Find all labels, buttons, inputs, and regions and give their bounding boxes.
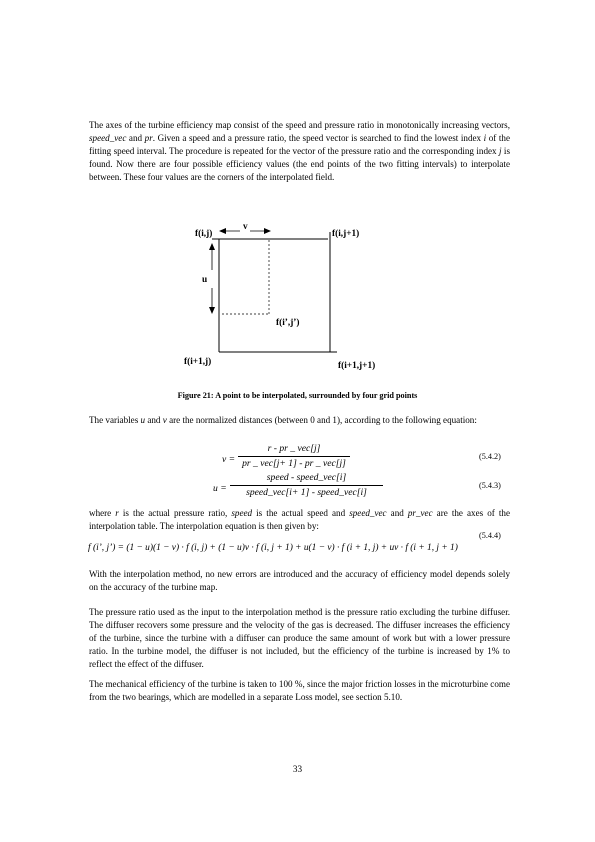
corner-label-tl: f(i,j) <box>195 229 213 239</box>
text-run: The axes of the turbine efficiency map consist of the speed and pressure ratio in monotonically increasing vectors, <box>89 120 510 130</box>
text-run: are the axes of the interpolation table. The interpolation equation is then given by: <box>89 508 510 532</box>
text-run: is found. Now there are four possible efficiency values (the end points of the two fitting intervals) to interpolate between. These four values are the corners of the interpolated field. <box>89 146 511 183</box>
equation-u-fraction <box>230 472 383 498</box>
text-run: and <box>386 508 408 518</box>
text-run: of the fitting speed interval. The procedure is repeated for the vector of the pressure ratio and the corresponding index <box>89 133 511 157</box>
equation-v-lhs: v = <box>222 454 236 465</box>
var-r: r <box>115 508 119 518</box>
var-pr-vec: pr_vec <box>407 508 433 518</box>
figure-caption: Figure 21: A point to be interpolated, surrounded by four grid points <box>177 391 418 400</box>
var-pr: pr <box>144 133 153 144</box>
var-i: i <box>483 133 487 144</box>
equation-number-5-4-4: (5.4.4) <box>479 531 501 540</box>
equation-number-5-4-2: (5.4.2) <box>479 452 501 461</box>
where-paragraph <box>89 507 510 533</box>
text-run: and <box>126 133 145 144</box>
text-run: are the normalized distances (between 0 and 1), according to the following equation: <box>166 415 477 425</box>
equation-v-numerator: r - pr _ vec[j] <box>267 443 321 454</box>
interpolation-equation: f (i’, j’) = (1 − u)(1 − v) · f (i, j) + (1 − u)v · f (i, j + 1) + u(1 − v) · f (i + 1, j) + uv · f (i + 1, j + 1) <box>88 543 458 553</box>
u-label: u <box>202 275 208 285</box>
interpolation-grid-figure <box>0 0 595 400</box>
accuracy-paragraph: With the interpolation method, no new errors are introduced and the accuracy of efficiency model depends solely on the accuracy of the turbine map. <box>89 569 510 593</box>
var-speed: speed <box>231 508 253 518</box>
fraction-bar <box>230 485 383 486</box>
text-run: and <box>145 415 163 425</box>
equation-v-denominator: pr _ vec[j+ 1] - pr _ vec[j] <box>242 458 346 469</box>
page-number: 33 <box>292 764 303 774</box>
text-run: is the actual speed and <box>252 508 350 518</box>
equation-u-lhs: u = <box>213 483 227 494</box>
var-speed-vec: speed_vec <box>89 133 127 144</box>
equation-number-5-4-3: (5.4.3) <box>479 481 501 490</box>
v-label: v <box>243 222 248 232</box>
equation-u-denominator: speed_vec[i+ 1] - speed_vec[i] <box>246 487 367 498</box>
var-v: v <box>162 415 167 425</box>
variables-paragraph <box>89 414 510 427</box>
text-run: The variables <box>89 415 141 425</box>
corner-label-tr: f(i,j+1) <box>332 229 360 239</box>
equation-v-fraction <box>238 443 350 469</box>
corner-label-bl: f(i+1,j) <box>184 357 212 367</box>
mechanical-efficiency-paragraph: The mechanical efficiency of the turbine is taken to 100 %, since the major friction losses in the microturbine come from the two bearings, which are modelled in a separate Loss model, see section 5.10. <box>89 679 510 703</box>
var-u: u <box>140 415 146 425</box>
point-label: f(i’,j’) <box>276 318 300 328</box>
equation-u-numerator: speed - speed_vec[i] <box>266 472 347 483</box>
diffuser-paragraph: The pressure ratio used as the input to the interpolation method is the pressure ratio excluding the turbine diffuser. The diffuser recovers some pressure and the velocity of the gas is decreased. The diffuser increases the efficiency of the turbine, since the turbine with a diffuser can produce the same amount of work but with a lower pressure ratio. In the turbine model, the diffuser is not included, but the efficiency of the turbine is increased by 1% to reflect the effect of the diffuser. <box>89 607 510 670</box>
var-speed-vec: speed_vec <box>349 508 387 518</box>
corner-label-br: f(i+1,j+1) <box>338 361 376 371</box>
fraction-bar <box>238 456 350 457</box>
text-run: where <box>89 508 116 518</box>
var-j: j <box>499 146 502 157</box>
text-run: is the actual pressure ratio, <box>118 508 232 518</box>
text-run: . Given a speed and a pressure ratio, the speed vector is searched to find the lowest index <box>152 133 484 144</box>
